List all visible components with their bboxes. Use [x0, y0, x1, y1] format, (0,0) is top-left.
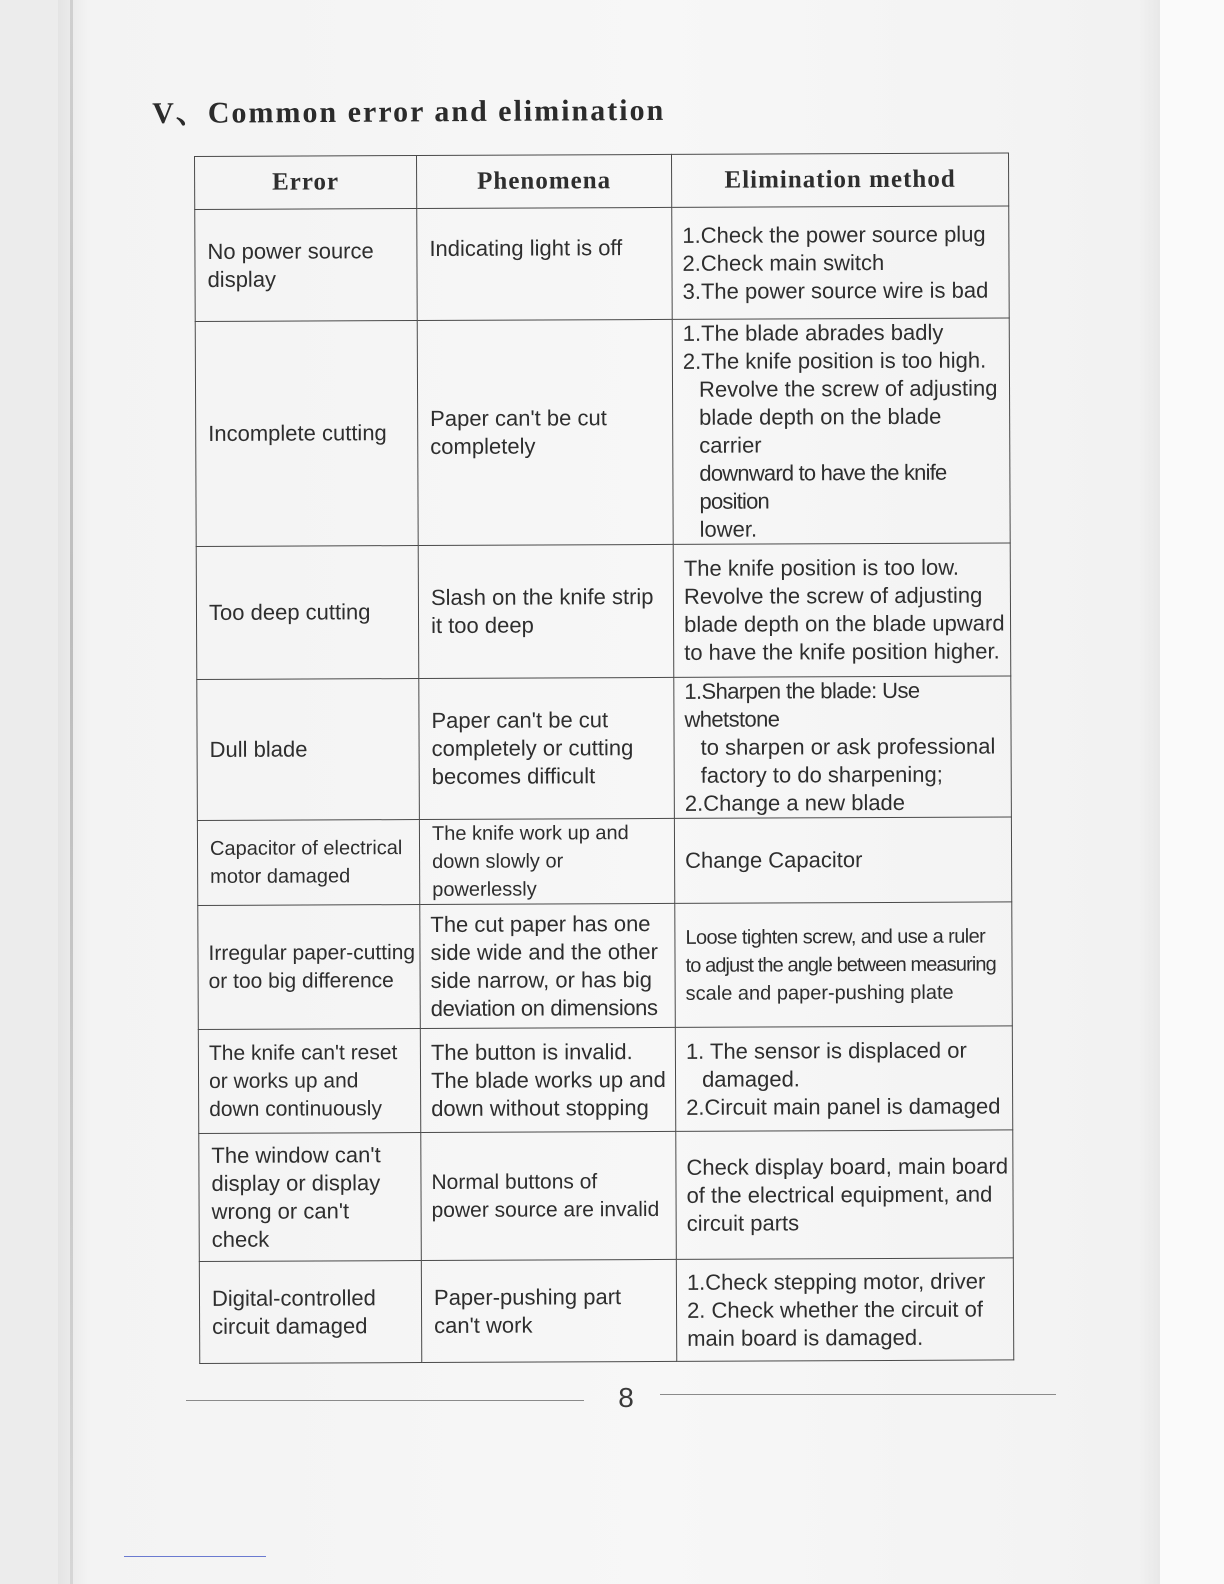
- table-row: [196, 543, 1011, 680]
- error-table: [194, 152, 1014, 1364]
- phenomena-cell: [417, 319, 673, 545]
- phenomena-text: it too deep: [430, 612, 534, 638]
- method-cell: [674, 817, 1011, 903]
- table-header-row: [195, 153, 1009, 210]
- table-row: [197, 676, 1012, 821]
- error-cell: [197, 820, 419, 906]
- method-text: 1. The sensor is displaced or: [685, 1037, 967, 1064]
- scan-margin: [1160, 0, 1224, 1584]
- phenomena-cell: [421, 1259, 676, 1362]
- phenomena-text: The cut paper has one: [430, 910, 651, 937]
- method-text: blade depth on the blade carrier: [699, 403, 942, 458]
- phenomena-text: side wide and the other: [430, 938, 659, 965]
- method-text: 2.Check main switch: [682, 249, 885, 276]
- error-text: Incomplete cutting: [208, 420, 387, 446]
- method-text: circuit parts: [686, 1209, 800, 1236]
- error-text: The knife can't reset: [208, 1040, 398, 1065]
- method-text: 1.Check stepping motor, driver: [686, 1268, 986, 1295]
- error-text: check: [211, 1226, 270, 1252]
- phenomena-text: completely: [430, 433, 536, 459]
- header-error: Error: [195, 156, 417, 210]
- error-text: Too deep cutting: [208, 599, 371, 625]
- method-text: lower.: [699, 516, 758, 542]
- error-text: circuit damaged: [212, 1312, 368, 1339]
- table-row: [199, 1130, 1014, 1262]
- section-title: V、Common error and elimination: [152, 93, 666, 130]
- phenomena-text: The knife work up and: [431, 822, 629, 845]
- table-row: [198, 902, 1013, 1030]
- method-text: factory to do sharpening;: [700, 761, 943, 788]
- error-text: display or display: [211, 1169, 381, 1196]
- error-cell: [199, 1133, 422, 1262]
- error-cell: [196, 546, 419, 680]
- method-text: 3.The power source wire is bad: [682, 277, 989, 304]
- error-cell: [195, 321, 418, 547]
- phenomena-cell: [419, 677, 675, 819]
- method-text: 2. Check whether the circuit of: [686, 1296, 984, 1323]
- table-row: [195, 206, 1009, 322]
- method-text: scale and paper-pushing plate: [685, 981, 954, 1005]
- method-cell: [675, 902, 1013, 1027]
- error-text: or works up and: [208, 1068, 359, 1093]
- method-text: to sharpen or ask professional: [700, 733, 996, 760]
- method-cell: [672, 318, 1010, 544]
- error-text: wrong or can't: [211, 1197, 350, 1224]
- method-text: Revolve the screw of adjusting: [698, 375, 998, 402]
- phenomena-text: can't work: [434, 1312, 533, 1338]
- phenomena-cell: [418, 544, 674, 678]
- phenomena-text: The blade works up and: [430, 1066, 666, 1093]
- method-cell: [675, 1026, 1012, 1131]
- error-text: Dull blade: [209, 736, 308, 762]
- method-text: The knife position is too low.: [683, 554, 960, 581]
- phenomena-text: becomes difficult: [431, 763, 596, 789]
- scan-artifact-line: [124, 1556, 266, 1557]
- error-text: or too big difference: [208, 968, 394, 993]
- error-text: Digital-controlled: [211, 1284, 376, 1311]
- method-text: Loose tighten screw, and use a ruler: [685, 925, 986, 949]
- method-text: 2.Circuit main panel is damaged: [686, 1092, 1001, 1120]
- method-text: of the electrical equipment, and: [686, 1181, 993, 1208]
- error-cell: [199, 1261, 421, 1364]
- error-text: motor damaged: [210, 865, 351, 888]
- table-row: [198, 1026, 1012, 1134]
- phenomena-text: Slash on the knife strip: [430, 583, 654, 610]
- phenomena-text: Paper can't be cut: [431, 707, 609, 733]
- method-cell: [676, 1258, 1013, 1361]
- phenomena-text: down slowly or powerlessly: [432, 850, 564, 901]
- method-cell: [674, 676, 1012, 818]
- error-text: No power source: [207, 237, 374, 264]
- method-text: 2.The knife position is too high.: [682, 347, 987, 374]
- method-text: Change Capacitor: [685, 847, 863, 873]
- method-text: 1.Sharpen the blade: Use whetstone: [684, 677, 920, 732]
- error-text: Capacitor of electrical: [209, 837, 403, 860]
- error-text: display: [207, 266, 277, 292]
- table-row: [199, 1258, 1013, 1364]
- phenomena-text: side narrow, or has big: [430, 966, 652, 993]
- error-cell: [195, 209, 417, 322]
- page-binding-edge: [70, 0, 73, 1584]
- footer-rule-right: [660, 1394, 1056, 1395]
- phenomena-text: power source are invalid: [431, 1197, 660, 1222]
- method-cell: [676, 1130, 1014, 1259]
- error-text: Irregular paper-cutting: [208, 940, 416, 965]
- method-text: main board is damaged.: [687, 1324, 924, 1351]
- footer-rule-left: [186, 1400, 584, 1401]
- error-cell: [198, 1029, 420, 1134]
- method-text: 2.Change a new blade: [684, 789, 906, 816]
- method-cell: [672, 206, 1009, 319]
- phenomena-cell: [420, 903, 676, 1028]
- phenomena-cell: [419, 818, 674, 904]
- page-number: 8: [618, 1382, 634, 1413]
- error-cell: [197, 679, 420, 821]
- table-row: [197, 817, 1011, 906]
- page-footer: [186, 1382, 1056, 1422]
- method-text: 1.The blade abrades badly: [682, 319, 944, 346]
- phenomena-cell: [420, 1027, 675, 1132]
- phenomena-text: completely or cutting: [431, 735, 634, 761]
- table-row: [195, 318, 1010, 547]
- method-text: Check display board, main board: [686, 1152, 1009, 1180]
- error-cell: [198, 905, 421, 1030]
- method-cell: [673, 543, 1011, 677]
- error-table-container: [194, 152, 1013, 1364]
- phenomena-text: The button is invalid.: [430, 1038, 633, 1065]
- phenomena-cell: [417, 207, 672, 320]
- phenomena-text: Indicating light is off: [429, 235, 623, 261]
- header-phenomena: Phenomena: [417, 154, 672, 208]
- method-text: downward to have the knife position: [699, 459, 947, 514]
- method-text: damaged.: [701, 1065, 800, 1092]
- method-text: Revolve the screw of adjusting: [683, 582, 983, 609]
- method-text: to have the knife position higher.: [684, 638, 1000, 665]
- phenomena-text: deviation on dimensions: [430, 994, 658, 1021]
- method-text: 1.Check the power source plug: [682, 221, 986, 248]
- phenomena-text: Normal buttons of: [431, 1169, 598, 1194]
- method-text: blade depth on the blade upward: [683, 610, 1005, 637]
- error-text: down continuously: [209, 1096, 382, 1121]
- method-text: to adjust the angle between measuring: [685, 953, 996, 977]
- phenomena-text: Paper can't be cut: [430, 405, 607, 431]
- header-elimination-method: Elimination method: [671, 153, 1008, 207]
- error-text: The window can't: [211, 1141, 381, 1168]
- phenomena-text: down without stopping: [431, 1094, 649, 1121]
- phenomena-text: Paper-pushing part: [433, 1283, 622, 1310]
- phenomena-cell: [421, 1131, 677, 1260]
